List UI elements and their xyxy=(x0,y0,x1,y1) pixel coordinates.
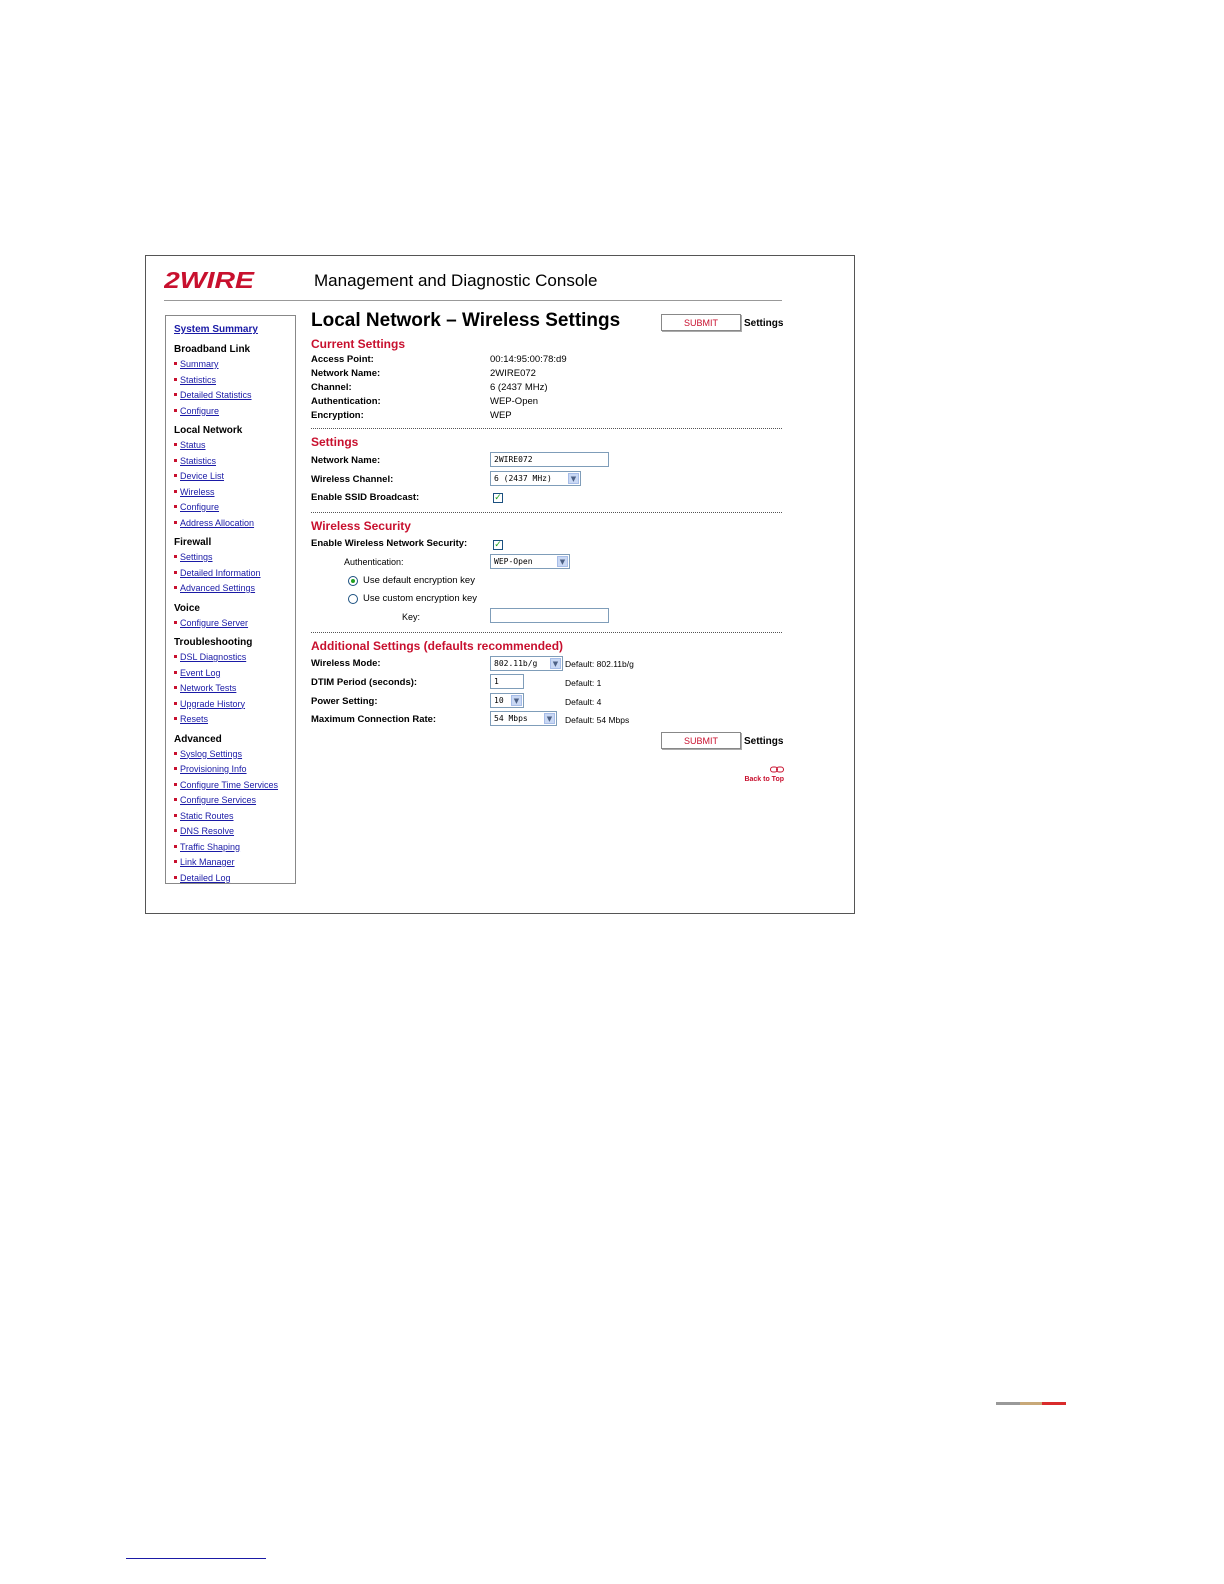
sidebar-item-label: Statistics xyxy=(180,455,217,466)
current-label-encryption: Encryption: xyxy=(311,410,364,421)
current-value-encryption: WEP xyxy=(490,410,512,421)
enable-security-label: Enable Wireless Network Security: xyxy=(311,538,468,549)
sidebar-item-detailed-log[interactable] xyxy=(174,873,231,883)
additional-settings-heading: Additional Settings (defaults recommended) xyxy=(311,639,564,653)
ssid-broadcast-checkbox[interactable] xyxy=(493,493,503,503)
sidebar-item-configure[interactable] xyxy=(174,406,219,416)
bullet-icon xyxy=(174,783,177,786)
bullet-icon xyxy=(174,555,177,558)
current-label-access-point: Access Point: xyxy=(311,354,374,365)
sidebar-section-title: Firewall xyxy=(174,537,212,548)
sidebar-item-upgrade-history[interactable] xyxy=(174,699,245,709)
bullet-icon xyxy=(174,621,177,624)
chevron-down-icon: ▼ xyxy=(557,556,568,567)
sidebar-item-label: Wireless xyxy=(180,486,215,497)
footer-bar-tan xyxy=(1020,1402,1042,1405)
wireless-mode-value: 802.11b/g xyxy=(494,659,538,668)
bullet-icon xyxy=(174,876,177,879)
sidebar-section-title: Broadband Link xyxy=(174,344,251,355)
default-key-label: Use default encryption key xyxy=(363,575,475,586)
section-divider xyxy=(311,428,782,429)
sidebar-item-label: Device List xyxy=(180,471,225,481)
power-setting-value: 10 xyxy=(494,696,504,705)
sidebar-item-system-summary[interactable]: System Summary xyxy=(174,324,258,335)
chevron-down-icon: ▼ xyxy=(568,473,579,484)
sidebar-item-label: Resets xyxy=(180,714,209,724)
current-value-channel: 6 (2437 MHz) xyxy=(490,382,548,393)
footnote-divider xyxy=(126,1558,266,1559)
console-title: Management and Diagnostic Console xyxy=(314,271,598,290)
sidebar-item-label: Detailed Statistics xyxy=(180,390,252,400)
sidebar-item-configure-time-services[interactable] xyxy=(174,780,278,790)
key-input[interactable] xyxy=(490,608,609,623)
current-label-network-name: Network Name: xyxy=(311,368,381,379)
key-label: Key: xyxy=(402,612,421,622)
sidebar-item-syslog-settings[interactable] xyxy=(174,749,242,759)
bullet-icon xyxy=(174,767,177,770)
sidebar-item-statistics[interactable] xyxy=(174,375,216,385)
console-window xyxy=(145,255,855,914)
sidebar-item-detailed-information[interactable] xyxy=(174,568,261,578)
sidebar-section-title: Advanced xyxy=(174,733,222,745)
bullet-icon xyxy=(174,443,177,446)
back-to-top-link[interactable] xyxy=(739,766,784,783)
sidebar-item-label: Link Manager xyxy=(180,857,235,867)
sidebar-item-configure-services[interactable] xyxy=(174,795,256,805)
custom-key-radio[interactable] xyxy=(348,594,358,604)
sidebar-item-label: Configure Time Services xyxy=(180,779,279,790)
checkmark-icon: ✓ xyxy=(494,540,502,550)
sidebar-item-label: Detailed Information xyxy=(180,567,261,578)
sidebar-item-label: Traffic Shaping xyxy=(180,841,241,852)
dtim-period-label: DTIM Period (seconds): xyxy=(311,677,418,688)
sidebar-item-label: Detailed Log xyxy=(180,872,231,883)
bullet-icon xyxy=(174,409,177,412)
authentication-value: WEP-Open xyxy=(494,557,533,566)
bullet-icon xyxy=(174,752,177,755)
submit-button-top[interactable]: SUBMIT xyxy=(661,314,741,331)
brand-logo-text: 2WIRE xyxy=(164,269,255,291)
sidebar-item-device-list[interactable] xyxy=(174,471,224,481)
current-label-channel: Channel: xyxy=(311,382,352,393)
section-divider xyxy=(311,512,782,513)
sidebar-item-settings[interactable] xyxy=(174,552,213,562)
wireless-mode-select[interactable] xyxy=(490,656,563,671)
current-value-access-point: 00:14:95:00:78:d9 xyxy=(490,354,567,365)
sidebar-item-label: Advanced Settings xyxy=(180,583,256,593)
bullet-icon xyxy=(174,393,177,396)
power-setting-select[interactable] xyxy=(490,693,524,708)
settings-heading: Settings xyxy=(311,435,359,449)
sidebar-item-label: Upgrade History xyxy=(180,698,246,709)
sidebar-item-statistics[interactable] xyxy=(174,456,216,466)
sidebar-item-summary[interactable] xyxy=(174,359,219,369)
sidebar-item-label: Static Routes xyxy=(180,810,234,821)
bullet-icon xyxy=(174,686,177,689)
page-title: Local Network – Wireless Settings xyxy=(311,310,621,331)
wireless-channel-select[interactable] xyxy=(490,471,581,486)
current-value-network-name: 2WIRE072 xyxy=(490,368,536,379)
sidebar-nav xyxy=(165,315,296,884)
sidebar-item-resets[interactable] xyxy=(174,714,208,724)
bullet-icon xyxy=(174,829,177,832)
chevron-down-icon: ▼ xyxy=(544,713,555,724)
bullet-icon xyxy=(174,505,177,508)
sidebar-item-status[interactable] xyxy=(174,440,206,450)
bullet-icon xyxy=(174,586,177,589)
footer-bar-grey xyxy=(996,1402,1020,1405)
sidebar-item-static-routes[interactable] xyxy=(174,811,234,821)
chevron-down-icon: ▼ xyxy=(511,695,522,706)
wireless-security-heading: Wireless Security xyxy=(311,519,411,533)
max-rate-default: Default: 54 Mbps xyxy=(565,715,630,725)
bullet-icon xyxy=(174,378,177,381)
sidebar-item-link-manager[interactable] xyxy=(174,857,235,867)
sidebar-item-label: DSL Diagnostics xyxy=(180,652,247,662)
sidebar-section-title: Voice xyxy=(174,602,200,614)
bullet-icon xyxy=(174,655,177,658)
current-label-authentication: Authentication: xyxy=(311,396,381,407)
back-to-top-label: Back to Top xyxy=(744,776,784,783)
wireless-mode-default: Default: 802.11b/g xyxy=(565,659,634,669)
wireless-channel-value: 6 (2437 MHz) xyxy=(494,474,552,483)
sidebar-item-label: DNS Resolve xyxy=(180,826,235,836)
bullet-icon xyxy=(174,474,177,477)
submit-button-bottom[interactable]: SUBMIT xyxy=(661,732,741,749)
wireless-channel-label: Wireless Channel: xyxy=(311,474,394,485)
current-settings-heading: Current Settings xyxy=(311,337,406,351)
max-rate-label: Maximum Connection Rate: xyxy=(311,714,437,725)
bullet-icon xyxy=(174,814,177,817)
sidebar-item-detailed-statistics[interactable] xyxy=(174,390,252,400)
sidebar-item-configure-server[interactable] xyxy=(174,618,248,628)
max-rate-value: 54 Mbps xyxy=(494,714,528,723)
sidebar-item-dns-resolve[interactable] xyxy=(174,826,234,836)
sidebar-item-label: Address Allocation xyxy=(180,517,255,528)
custom-key-label: Use custom encryption key xyxy=(363,593,478,604)
sidebar-item-label: Configure Services xyxy=(180,795,257,805)
submit-settings-label-top: Settings xyxy=(744,318,784,329)
brand-logo xyxy=(164,269,259,296)
ssid-broadcast-label: Enable SSID Broadcast: xyxy=(311,492,420,503)
sidebar-item-label: Event Log xyxy=(180,667,221,678)
chain-link-icon xyxy=(770,766,784,774)
bullet-icon xyxy=(174,362,177,365)
chevron-down-icon: ▼ xyxy=(550,658,561,669)
authentication-label: Authentication: xyxy=(344,557,404,567)
brand-logo-graphic xyxy=(164,269,259,291)
bullet-icon xyxy=(174,702,177,705)
sidebar-item-label: Syslog Settings xyxy=(180,748,243,759)
sidebar-item-label: Provisioning Info xyxy=(180,764,247,774)
bullet-icon xyxy=(174,571,177,574)
bullet-icon xyxy=(174,717,177,720)
checkmark-icon: ✓ xyxy=(494,493,502,503)
sidebar-item-configure[interactable] xyxy=(174,502,219,512)
sidebar-item-traffic-shaping[interactable] xyxy=(174,842,240,852)
section-divider xyxy=(311,632,782,633)
network-name-input[interactable]: 2WIRE072 xyxy=(490,452,609,467)
sidebar-item-label: Settings xyxy=(180,552,213,562)
sidebar-item-wireless[interactable] xyxy=(174,487,215,497)
authentication-select[interactable] xyxy=(490,554,570,569)
sidebar-item-advanced-settings[interactable] xyxy=(174,583,255,593)
sidebar-item-provisioning-info[interactable] xyxy=(174,764,247,774)
enable-security-checkbox[interactable] xyxy=(493,540,503,550)
sidebar-item-label: Status xyxy=(180,440,206,450)
bullet-icon xyxy=(174,860,177,863)
sidebar-item-dsl-diagnostics[interactable] xyxy=(174,652,246,662)
bullet-icon xyxy=(174,459,177,462)
sidebar-item-address-allocation[interactable] xyxy=(174,518,254,528)
sidebar-item-label: Configure xyxy=(180,405,220,416)
footer-bar-red xyxy=(1042,1402,1066,1405)
bullet-icon xyxy=(174,671,177,674)
sidebar-item-label: Statistics xyxy=(180,374,217,385)
default-key-radio[interactable] xyxy=(348,576,358,586)
sidebar-item-label: Summary xyxy=(180,359,219,369)
sidebar-section-title: Troubleshooting xyxy=(174,637,253,648)
footer-color-bar xyxy=(996,1402,1066,1405)
bullet-icon xyxy=(174,521,177,524)
sidebar-item-network-tests[interactable] xyxy=(174,683,236,693)
sidebar-section-title: Local Network xyxy=(174,425,243,436)
main-content xyxy=(311,256,791,906)
wireless-mode-label: Wireless Mode: xyxy=(311,658,381,669)
sidebar-item-label: Network Tests xyxy=(180,683,237,693)
max-rate-select[interactable] xyxy=(490,711,557,726)
bullet-icon xyxy=(174,845,177,848)
dtim-period-input[interactable]: 1 xyxy=(490,674,524,689)
dtim-period-default: Default: 1 xyxy=(565,678,602,688)
submit-settings-label-bottom: Settings xyxy=(744,736,784,747)
power-setting-label: Power Setting: xyxy=(311,696,378,707)
sidebar-item-event-log[interactable] xyxy=(174,668,221,678)
network-name-label: Network Name: xyxy=(311,455,381,466)
power-setting-default: Default: 4 xyxy=(565,697,602,707)
bullet-icon xyxy=(174,490,177,493)
current-value-authentication: WEP-Open xyxy=(490,396,539,407)
sidebar-item-label: Configure xyxy=(180,502,220,512)
sidebar-item-label: Configure Server xyxy=(180,617,249,628)
bullet-icon xyxy=(174,798,177,801)
